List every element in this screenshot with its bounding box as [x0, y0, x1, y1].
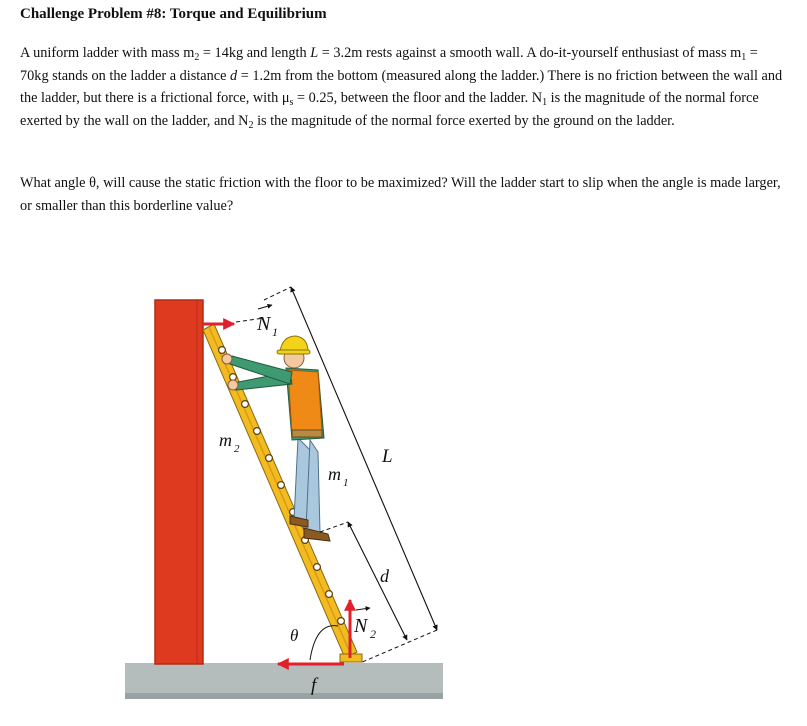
label-theta: θ	[290, 626, 299, 645]
floor	[125, 663, 443, 693]
wall	[155, 300, 203, 664]
svg-text:N: N	[257, 313, 271, 335]
svg-text:2: 2	[370, 627, 376, 641]
label-d: d	[380, 566, 389, 586]
label-L: L	[382, 446, 393, 467]
problem-statement: A uniform ladder with mass $m_2 = 14kg$ and length L = 3.2m rests against a smooth wall. A do-it-yourself enthusiast of mass $m_1 = 70kg$ stands on the ladder a distance d = 1.2m from the bottom (measured along the ladder.) There is no friction between the wall and the ladder, but there is a frictional force, with $\mu_s = 0.25$, between the floor and the ladder. $N_1$ is the magnitude of the normal force exerted by the wall on the ladder, and $N_2$ is the magnitude of the normal force exerted by the ground on the ladder.	[20, 45, 783, 131]
label-m2	[219, 430, 240, 455]
person	[222, 336, 330, 541]
svg-text:1: 1	[343, 477, 349, 489]
label-n1	[256, 305, 278, 339]
ladder-diagram	[0, 230, 807, 726]
svg-text:2: 2	[234, 443, 240, 455]
problem-question: What angle θ, will cause the static friction with the floor to be maximized? Will the ladder start to slip when the angle is made larger, or smaller than this borderline value?	[20, 175, 781, 214]
label-n2	[353, 608, 376, 641]
svg-text:1: 1	[272, 325, 278, 339]
label-m1	[328, 464, 349, 489]
svg-text:N: N	[354, 615, 368, 637]
problem-title: Challenge Problem #8: Torque and Equilibrium	[20, 6, 327, 22]
svg-text:m: m	[219, 430, 232, 450]
svg-text:m: m	[328, 464, 341, 484]
label-f: f	[311, 675, 317, 696]
